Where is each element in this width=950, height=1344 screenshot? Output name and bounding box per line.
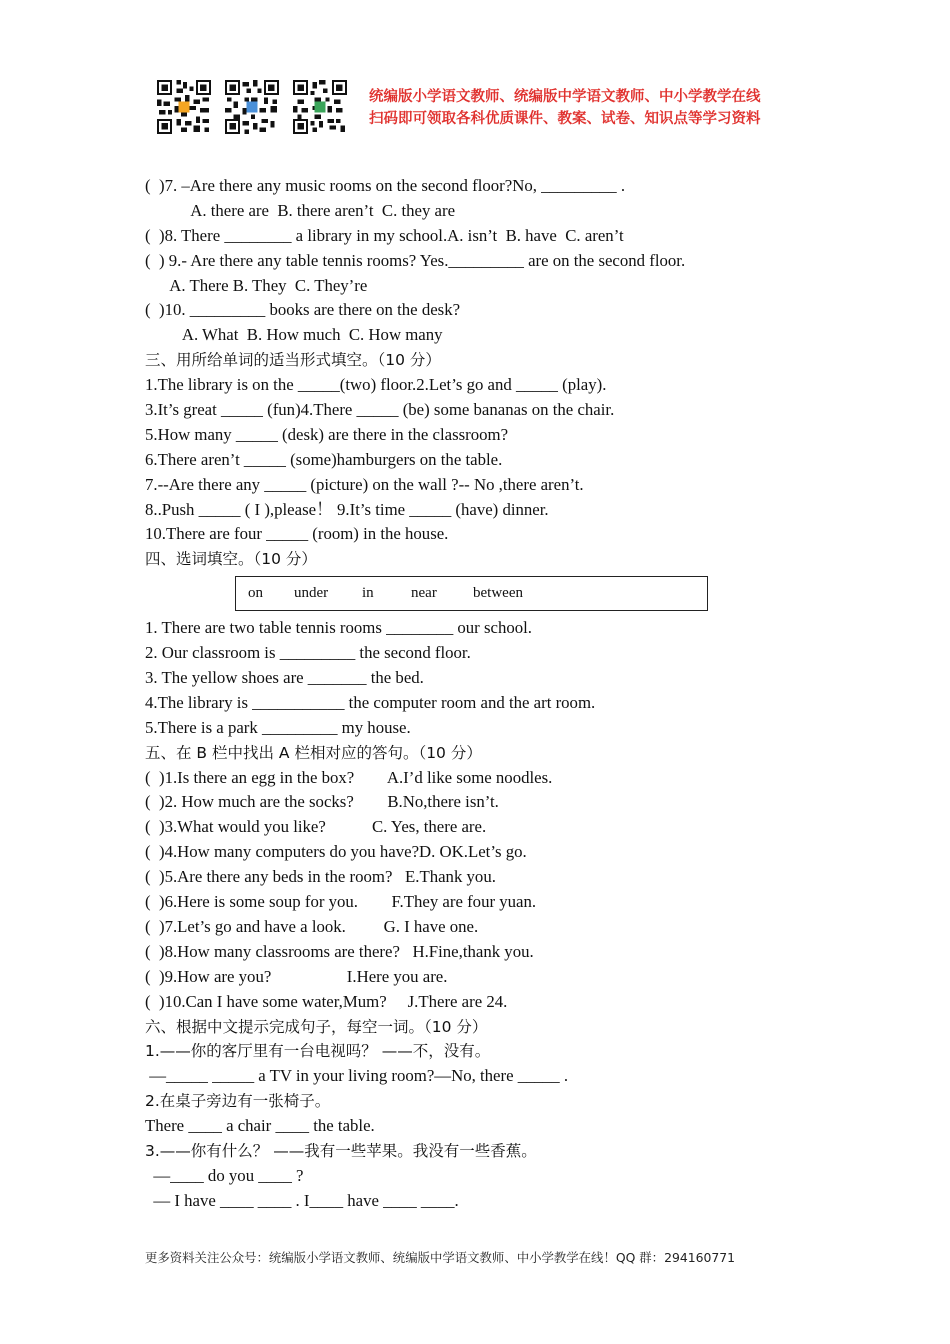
word-bank-box [235, 576, 708, 611]
qr-code-icon[interactable] [157, 80, 211, 134]
options-line: A. What B. How much C. How many [145, 325, 443, 345]
question-line: —_____ _____ a TV in your living room?—No, there _____ . [145, 1066, 569, 1086]
options-line: A. there are B. there aren’t C. they are [145, 200, 456, 220]
question-line: ( ) 9.- Are there any table tennis rooms? Yes._________ are on the second floor. [145, 250, 686, 270]
chinese-prompt: 3.——你有什么？ ——我有一些苹果。我没有一些香蕉。 [145, 1141, 537, 1160]
question-line: 8..Push _____ ( I ),please！ 9.It’s time _____ (have) dinner. [145, 499, 549, 519]
qr-code-icon[interactable] [225, 80, 279, 134]
match-line: ( )3.What would you like? C. Yes, there are. [145, 817, 487, 837]
match-line: ( )8.How many classrooms are there? H.Fine,thank you. [145, 941, 534, 961]
question-line: 2. Our classroom is _________ the second floor. [145, 643, 471, 663]
question-line: ( )10. _________ books are there on the desk? [145, 300, 461, 320]
question-line: 1.The library is on the _____(two) floor.2.Let’s go and _____ (play). [145, 375, 607, 395]
question-line: 1. There are two table tennis rooms ________ our school. [145, 618, 532, 638]
chinese-prompt: 2.在桌子旁边有一张椅子。 [145, 1092, 331, 1111]
question-line: 4.The library is ___________ the computer room and the art room. [145, 692, 596, 712]
match-line: ( )1.Is there an egg in the box? A.I’d like some noodles. [145, 767, 553, 787]
question-line: ( )8. There ________ a library in my school.A. isn’t B. have C. aren’t [145, 225, 624, 245]
question-line: ( )7. –Are there any music rooms on the second floor?No, _________ . [145, 176, 626, 195]
match-line: ( )5.Are there any beds in the room? E.Thank you. [145, 867, 496, 887]
question-line: There ____ a chair ____ the table. [145, 1116, 375, 1136]
question-line: 5.How many _____ (desk) are there in the classroom? [145, 424, 509, 444]
promo-line-1: 统编版小学语文教师、统编版中学语文教师、中小学教学在线 [369, 89, 761, 105]
promo-text [369, 86, 761, 130]
word-bank-item: on [248, 585, 263, 602]
question-line: 7.--Are there any _____ (picture) on the wall ?-- No ,there aren’t. [145, 474, 584, 494]
word-bank-item: near [411, 585, 437, 602]
chinese-prompt: 1.——你的客厅里有一台电视吗？ ——不，没有。 [145, 1042, 491, 1061]
question-line: 10.There are four _____ (room) in the house. [145, 524, 449, 544]
question-line: 3.It’s great _____ (fun)4.There _____ (be) some bananas on the chair. [145, 400, 615, 420]
match-line: ( )7.Let’s go and have a look. G. I have one. [145, 916, 479, 936]
section-heading: 六、根据中文提示完成句子，每空一词。（10 分） [145, 1017, 488, 1036]
question-line: — I have ____ ____ . I____ have ____ ____. [145, 1190, 459, 1210]
footer-note: 更多资料关注公众号：统编版小学语文教师、统编版中学语文教师、中小学教学在线！QQ 群：294160771 [145, 1250, 736, 1265]
question-line: —____ do you ____ ? [145, 1165, 304, 1185]
options-line: A. There B. They C. They’re [145, 275, 368, 295]
match-line: ( )4.How many computers do you have?D. OK.Let’s go. [145, 842, 527, 862]
section-heading: 五、在 B 栏中找出 A 栏相对应的答句。（10 分） [145, 743, 482, 762]
word-bank-item: between [473, 585, 523, 602]
word-bank-item: under [294, 585, 329, 602]
question-line: 6.There aren’t _____ (some)hamburgers on the table. [145, 449, 503, 469]
section-heading: 三、用所给单词的适当形式填空。（10 分） [145, 351, 441, 370]
match-line: ( )6.Here is some soup for you. F.They are four yuan. [145, 892, 537, 912]
question-line: 3. The yellow shoes are _______ the bed. [145, 668, 424, 688]
promo-line-2: 扫码即可领取各科优质课件、教案、试卷、知识点等学习资料 [369, 111, 761, 127]
match-line: ( )9.How are you? I.Here you are. [145, 966, 448, 986]
match-line: ( )10.Can I have some water,Mum? J.There are 24. [145, 991, 508, 1011]
header-banner [157, 80, 807, 136]
question-line: 5.There is a park _________ my house. [145, 717, 411, 737]
section-heading: 四、选词填空。（10 分） [145, 550, 317, 569]
worksheet-body [145, 174, 805, 1214]
match-line: ( )2. How much are the socks? B.No,there isn’t. [145, 792, 499, 812]
word-bank-item: in [362, 585, 374, 602]
qr-code-icon[interactable] [293, 80, 347, 134]
